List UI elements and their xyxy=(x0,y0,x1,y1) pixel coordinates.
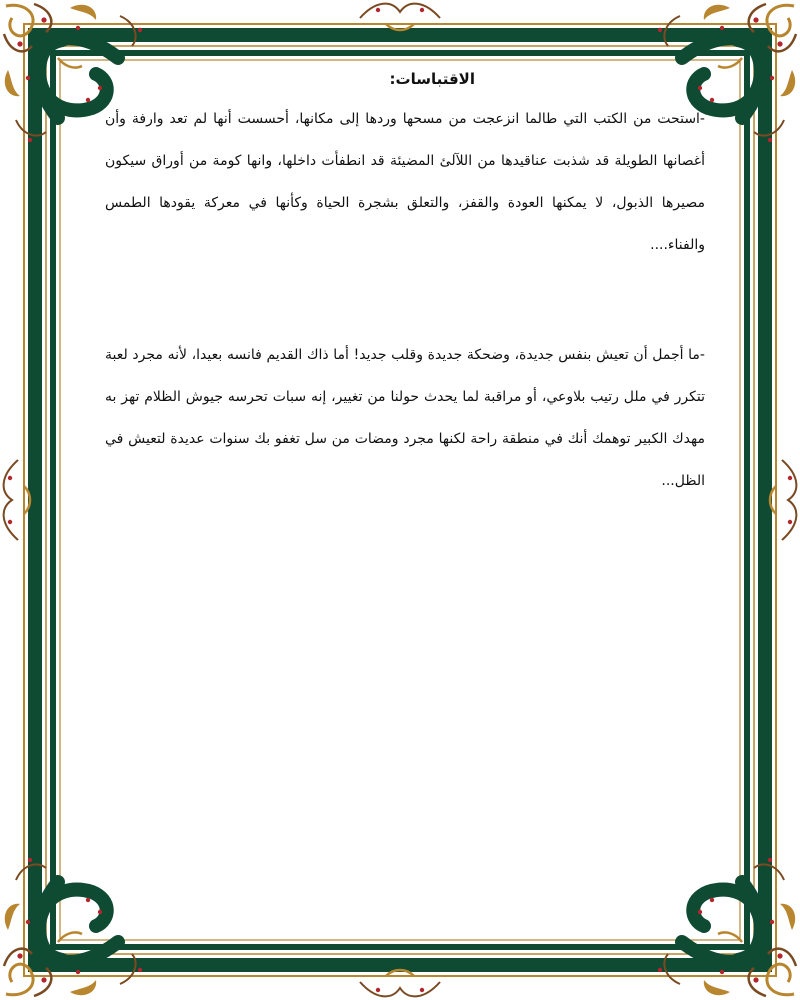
top-mid-ornament xyxy=(360,4,440,30)
right-mid-ornament xyxy=(770,460,796,540)
page-title: الاقتباسات: xyxy=(389,70,475,88)
left-mid-ornament xyxy=(4,460,30,540)
quote-paragraph-1: -استحت من الكتب التي طالما انزعجت من مسحها وردها إلى مكانها، أحسست أنها لم تعد وارفة وأن أغصانها الطويلة قد شذبت عناقيدها من اللآلئ المضيئة قد انطفأت داخلها، وانها كومة من أوراق سيكون مصيرها الذبول، لا يمكنها العودة والقفز، والتعلق بشجرة الحياة وكأنها في معركة يقودها الطمس والفناء.... xyxy=(105,111,705,253)
quotes-content xyxy=(105,60,705,520)
quote-paragraph-2: -ما أجمل أن تعيش بنفس جديدة، وضحكة جديدة وقلب جديد! أما ذاك القديم فانسه بعيدا، لأنه مجرد لعبة تتكرر في ملل رتيب بلاوعي، أو مراقبة لما يحدث حولنا من تغيير، إنه سبات تحرسه جيوش الظلام تهز به مهدك الكبير توهمك أنك في منطقة راحة لكنها مجرد ومضات من سل تغفو بك سنوات عديدة لتعيش في الظل... xyxy=(105,347,705,489)
bottom-mid-ornament xyxy=(360,970,440,996)
